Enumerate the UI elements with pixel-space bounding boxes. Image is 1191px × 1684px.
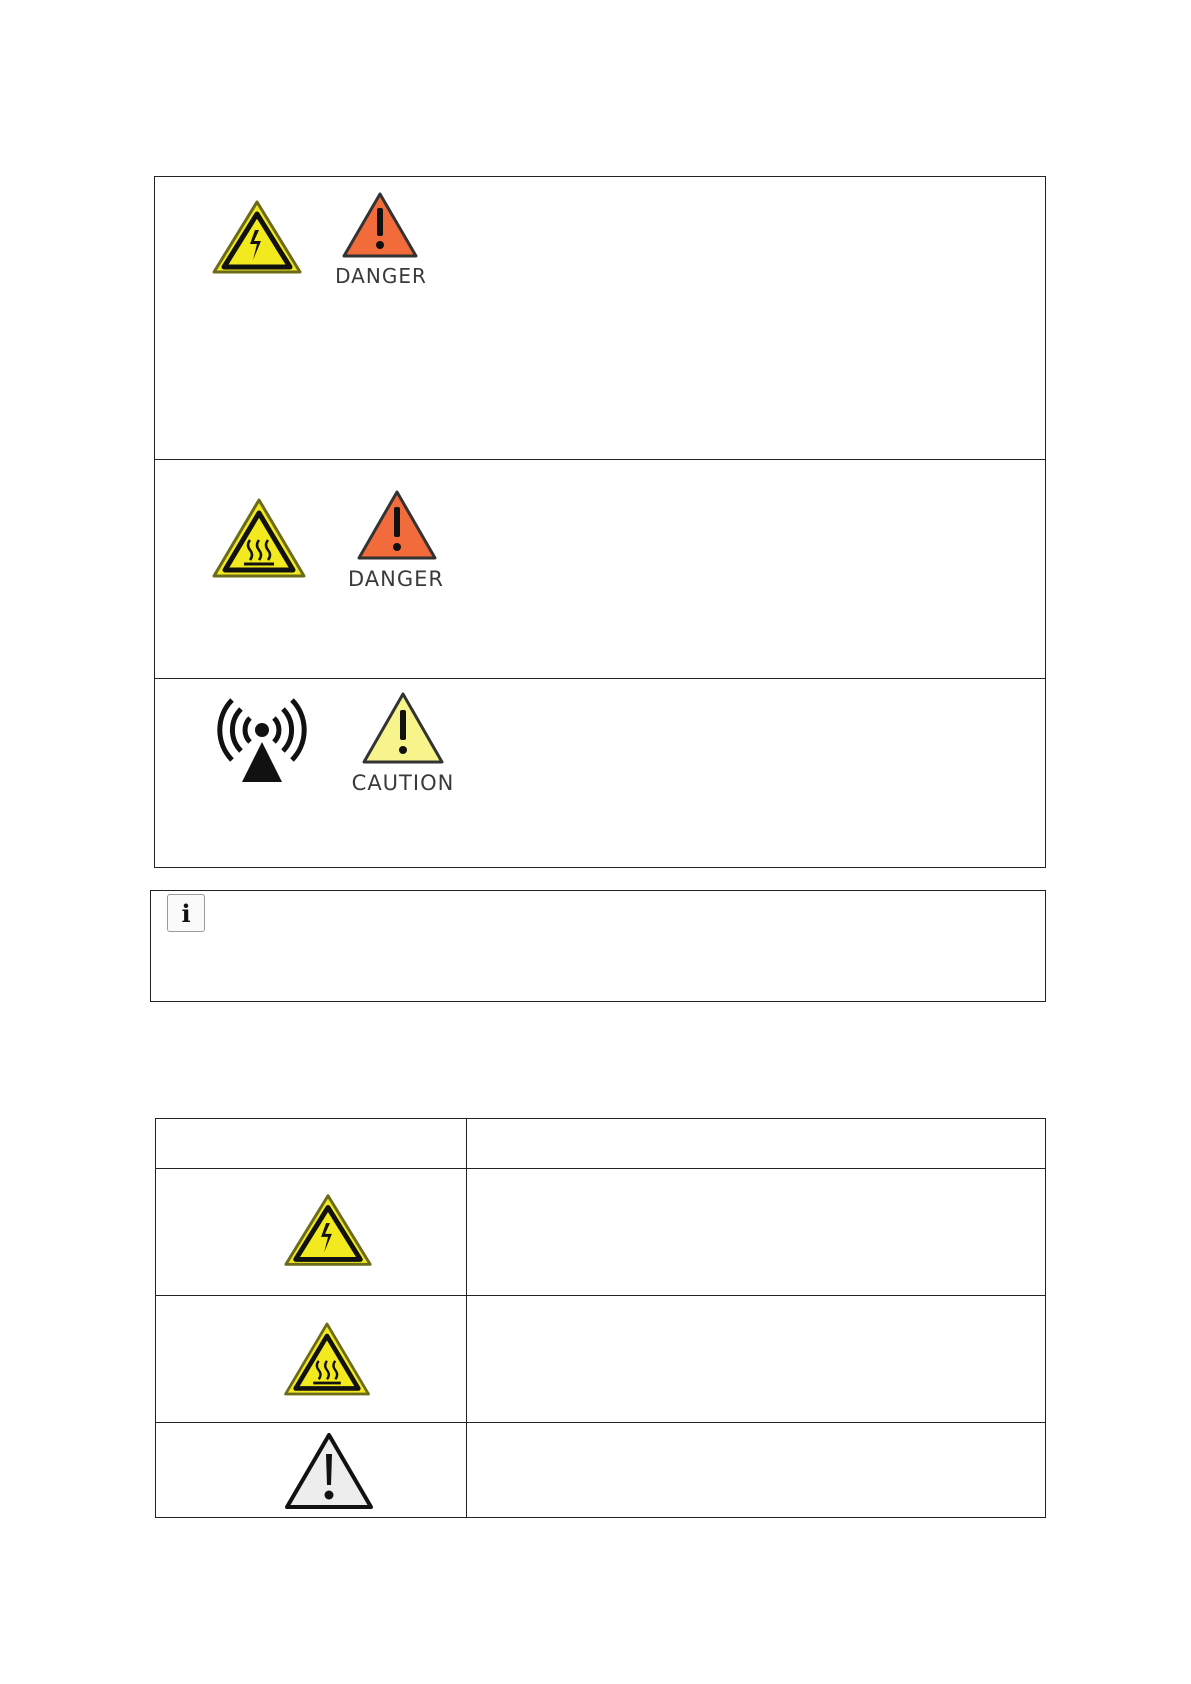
non-ionizing-radiation-icon <box>208 692 316 786</box>
high-voltage-warning-icon <box>208 196 306 278</box>
caution-exclamation-icon <box>360 690 446 766</box>
info-icon: i <box>167 894 205 932</box>
danger-label: DANGER <box>335 264 427 288</box>
note-box <box>150 890 1046 1002</box>
table-header-divider <box>155 1168 1046 1169</box>
danger-label: DANGER <box>347 567 444 591</box>
hot-surface-warning-icon <box>208 494 310 582</box>
general-warning-icon <box>283 1430 375 1512</box>
caution-label: CAUTION <box>351 771 455 795</box>
danger-exclamation-icon <box>355 488 439 562</box>
hot-surface-warning-icon <box>280 1318 374 1400</box>
table-row-divider <box>155 1295 1046 1296</box>
panel-divider <box>154 678 1046 679</box>
high-voltage-warning-icon <box>280 1188 376 1272</box>
table-row-divider <box>155 1422 1046 1423</box>
table-column-divider <box>466 1118 467 1518</box>
danger-exclamation-icon <box>340 190 420 260</box>
panel-divider <box>154 459 1046 460</box>
